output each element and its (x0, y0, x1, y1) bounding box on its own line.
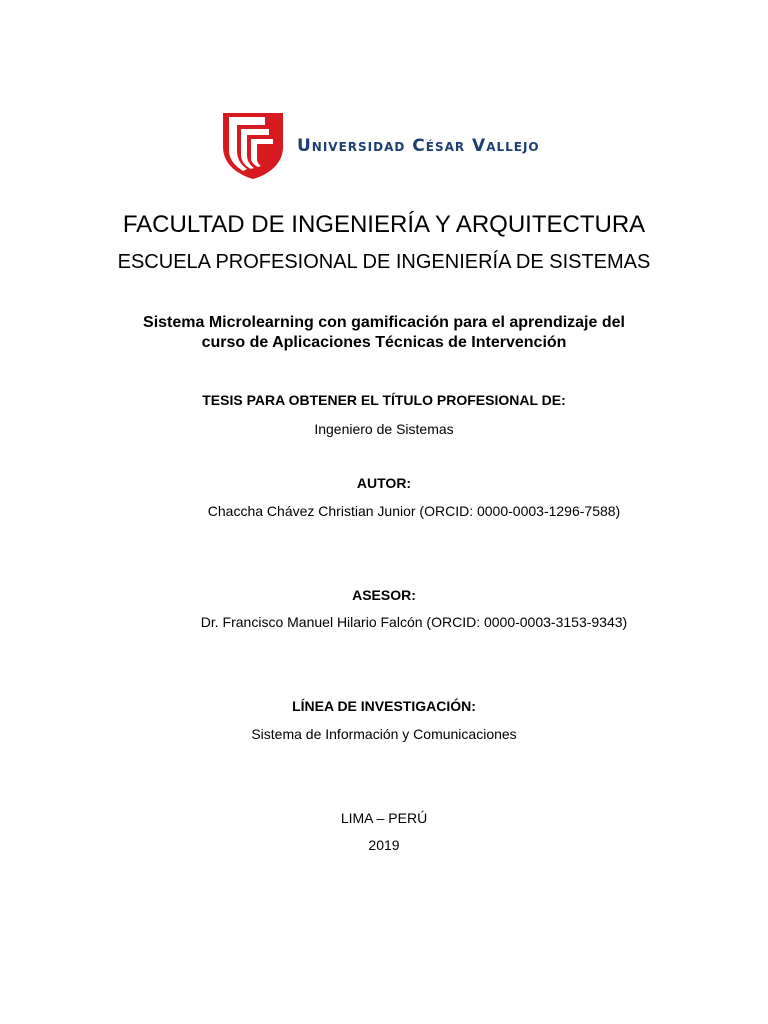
degree-label: TESIS PARA OBTENER EL TÍTULO PROFESIONAL DE: (202, 392, 566, 408)
university-logo (221, 111, 540, 181)
school-name: ESCUELA PROFESIONAL DE INGENIERÍA DE SISTEMAS (117, 251, 651, 273)
university-name: Universidad César Vallejo (297, 136, 540, 156)
advisor-value: Dr. Francisco Manuel Hilario Falcón (ORCID: 0000-0003-3153-9343) (200, 614, 628, 630)
degree-value: Ingeniero de Sistemas (314, 421, 454, 437)
research-line-value: Sistema de Información y Comunicaciones (251, 726, 517, 742)
thesis-title-line-2: curso de Aplicaciones Técnicas de Intervención (201, 334, 567, 351)
year: 2019 (368, 837, 400, 853)
faculty-name: FACULTAD DE INGENIERÍA Y ARQUITECTURA (122, 211, 646, 238)
thesis-title-line-1: Sistema Microlearning con gamificación para el aprendizaje del (143, 314, 625, 331)
advisor-label: ASESOR: (352, 587, 416, 603)
research-line-label: LÍNEA DE INVESTIGACIÓN: (292, 698, 476, 714)
author-label: AUTOR: (356, 475, 412, 491)
university-shield-icon (221, 111, 285, 181)
place: LIMA – PERÚ (340, 810, 428, 826)
author-value: Chaccha Chávez Christian Junior (ORCID: 0000-0003-1296-7588) (207, 503, 621, 519)
